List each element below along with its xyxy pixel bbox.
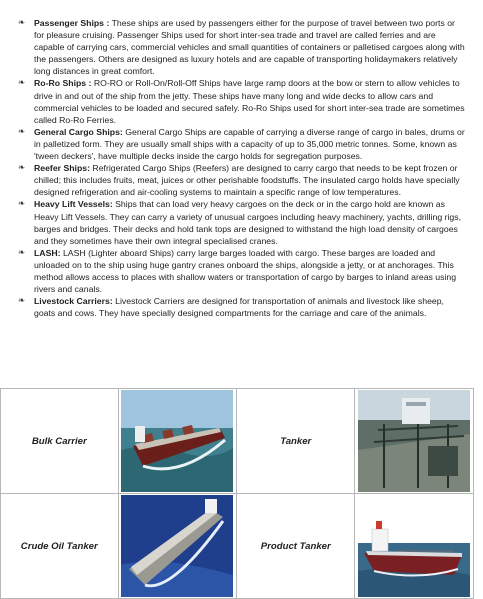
label-bulk-carrier: Bulk Carrier [1,389,119,494]
tanker-photo-cell [355,389,474,494]
bullet-icon: ❧ [18,78,26,89]
item-text: LASH (Lighter aboard Ships) carry large barges loaded with cargo. These barges are loaded and unloaded on to the ship using huge gantry cranes onboard the ships, alongside a jetty, or at anchorages. This method allows access to places with shallow waters or transportation of cargo by barges to inland areas using rivers and canals. [34,247,457,295]
item-term: LASH: [34,247,61,258]
list-item [18,126,466,162]
bullet-icon: ❧ [18,126,26,137]
item-term: Heavy Lift Vessels: [34,199,113,210]
list-item [18,17,466,77]
product-tanker-photo [358,495,470,597]
item-term: Livestock Carriers: [34,296,113,307]
ship-types-list [18,17,466,319]
bullet-icon: ❧ [18,18,26,28]
list-item [18,295,466,319]
bullet-icon: ❧ [18,247,26,258]
table-row [1,494,474,599]
list-item [18,198,466,246]
label-product-tanker: Product Tanker [237,494,355,599]
bulk-carrier-photo [121,390,233,492]
bulk-carrier-photo-cell [118,389,237,494]
item-text: Livestock Carriers are designed for transportation of animals and livestock like sheep, goats and cows. They have specially designed compartments for the carriage and care of the animals. [34,296,444,319]
item-text: Ships that can load very heavy cargoes on the deck or in the cargo hold are known as Heavy Lift Vessels. They can carry a variety of unusual cargoes including heavy machinery, yachts, drilling rigs, barges and bridges. Their decks and hold tank tops are designed to withstand the high load density of cargoes and they sometimes have their own integral specialised cranes. [34,199,462,246]
ship-images-table [0,388,474,599]
list-item [18,162,466,198]
bullet-icon: ❧ [18,199,26,210]
list-item [18,247,466,295]
bullet-icon: ❧ [18,296,26,307]
label-tanker: Tanker [237,389,355,494]
item-text: Refrigerated Cargo Ships (Reefers) are designed to carry cargo that needs to be kept frozen or chilled; this includes fruits, meat, juices or other perishable foodstuffs. The insulated cargo holds have specially designed refrigeration and air-cooling systems to maintain a specific range of low temperatures. [34,163,460,198]
item-text: RO-RO or Roll-On/Roll-Off Ships have large ramp doors at the bow or stern to allow vehicles to drive in and out of the ship from the jetty. These ships have many long and wide decks to allow cars and commercial vehicles to be loaded and secured safely. Ro-Ro Ships used for short inter-sea trade are sometimes called Ro-Ro Ferries. [34,78,465,125]
list-item [18,77,466,125]
product-tanker-photo-cell [355,494,474,599]
item-term: Reefer Ships: [34,163,91,174]
crude-oil-tanker-photo-cell [118,494,237,599]
item-text: General Cargo Ships are capable of carrying a diverse range of cargo in bales, drums or in palletized form. They are usually small ships with a capacity of up to 35,000 metric tonnes. Some, known as 'tween deckers', have multiple decks inside the cargo holds for segregation purposes. [34,126,465,162]
table-row [1,389,474,494]
item-term: Ro-Ro Ships : [34,78,92,89]
item-term: General Cargo Ships: [34,126,123,137]
item-text: These ships are used by passengers either for the purpose of travel between two ports or for pleasure cruising. Passenger Ships used for short inter-sea trade and travel are called ferries and are capable of carrying cars, commercial vehicles and small quantities of containers or palletised cargoes along with the passengers. Others are designed as luxury hotels and are capable of transporting holidaymakers relatively long distances in great comfort. [34,18,465,77]
tanker-photo [358,390,470,492]
label-crude-oil-tanker: Crude Oil Tanker [1,494,119,599]
bullet-icon: ❧ [18,163,26,174]
crude-oil-tanker-photo [121,495,233,597]
item-term: Passenger Ships : [34,18,110,28]
